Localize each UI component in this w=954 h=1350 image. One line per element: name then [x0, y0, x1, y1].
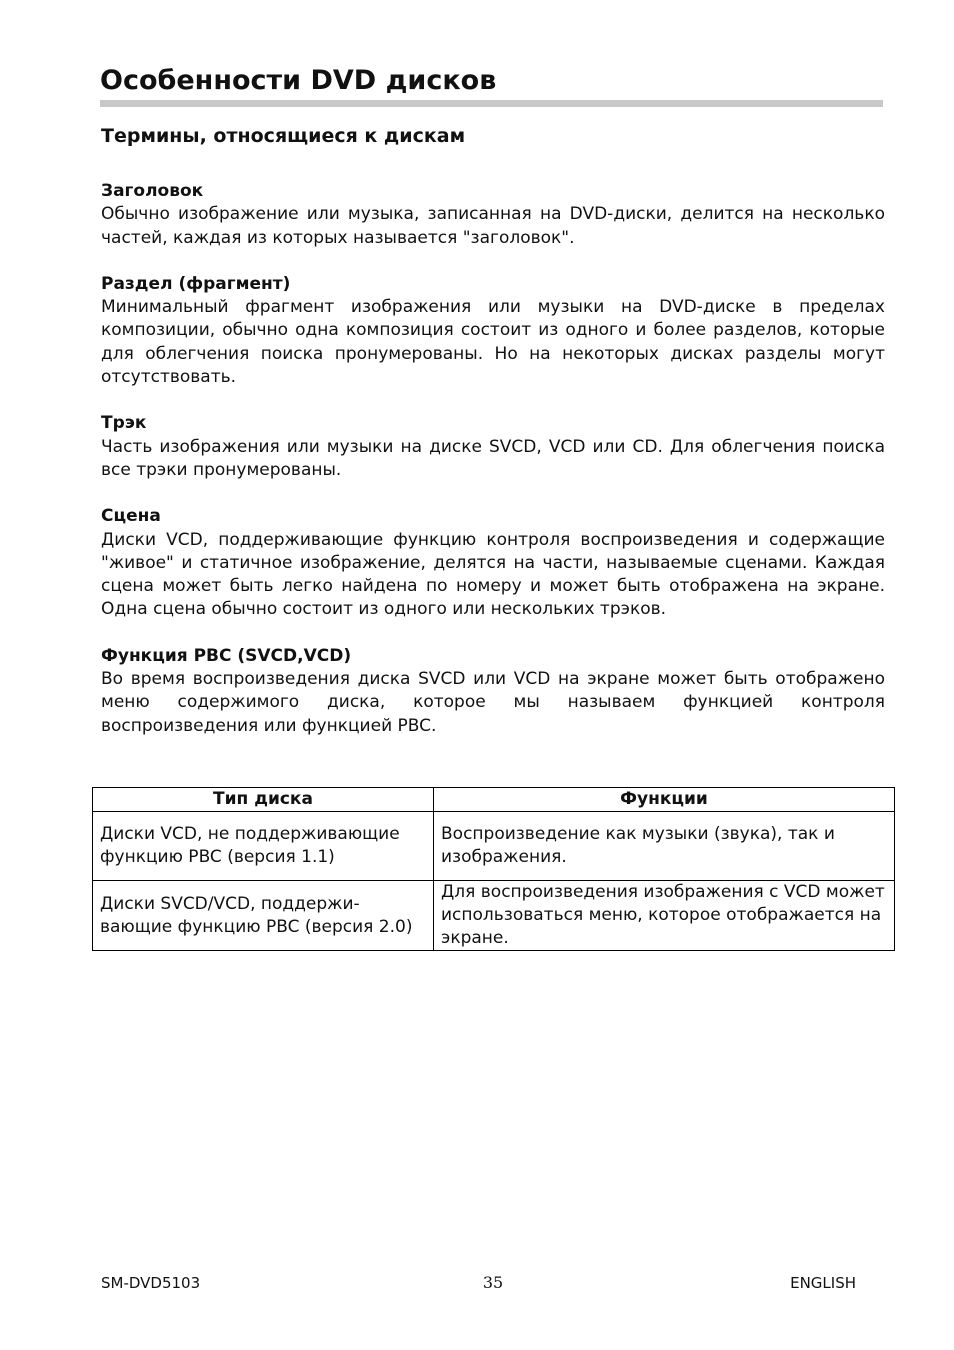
terms-list	[101, 180, 885, 761]
term-heading: Сцена	[101, 506, 161, 527]
table-header-row	[93, 788, 895, 812]
column-header-functions: Функции	[434, 788, 895, 812]
term-description: Минимальный фрагмент изображения или музыки на DVD-диске в пределах композиции, обычно одна композиция состоит из одного и более разделов, которые для облегчения поиска пронумерованы. Но на некоторых дисках разделы могут отсутствовать.	[101, 297, 885, 388]
table-cell-functions: Воспроизведение как музыки (звука), так и изображения.	[434, 812, 895, 881]
page-title: Особенности DVD дисков	[100, 64, 883, 107]
table-cell-disc-type: Диски SVCD/VCD, поддержи-вающие функцию PBC (версия 2.0)	[93, 881, 434, 951]
footer-language: ENGLISH	[790, 1274, 856, 1292]
table-row	[93, 812, 895, 881]
section-subtitle: Термины, относящиеся к дискам	[101, 125, 466, 147]
term-heading: Раздел (фрагмент)	[101, 273, 291, 294]
term-description: Обычно изображение или музыка, записанная на DVD-диски, делится на несколько частей, каждая из которых называется "заголовок".	[101, 204, 885, 248]
term-heading: Трэк	[101, 413, 147, 434]
term-scene	[101, 505, 885, 621]
column-header-disc-type: Тип диска	[93, 788, 434, 812]
term-track	[101, 412, 885, 482]
term-pbc	[101, 645, 885, 738]
table-cell-disc-type: Диски VCD, не поддерживающие функцию PBC (версия 1.1)	[93, 812, 434, 881]
footer-model: SM-DVD5103	[101, 1274, 201, 1292]
term-description: Диски VCD, поддерживающие функцию контроля воспроизведения и содержащие "живое" и статичное изображение, делятся на части, называемые сценами. Каждая сцена может быть легко найдена по номеру и может быть отображена на экране. Одна сцена обычно состоит из одного или нескольких трэков.	[101, 529, 885, 620]
term-chapter	[101, 273, 885, 389]
table-cell-functions: Для воспроизведения изображения с VCD может использоваться меню, которое отображается на экране.	[434, 881, 895, 951]
term-title	[101, 180, 885, 250]
disc-type-table	[92, 787, 895, 951]
term-heading: Заголовок	[101, 181, 204, 201]
term-heading: Функция PBC (SVCD,VCD)	[101, 645, 352, 666]
table-row	[93, 881, 895, 951]
term-description: Часть изображения или музыки на диске SVCD, VCD или CD. Для облегчения поиска все трэки пронумерованы.	[101, 436, 885, 480]
footer-page-number: 35	[482, 1273, 504, 1292]
term-description: Во время воспроизведения диска SVCD или VCD на экране может быть отображено меню содержимого диска, которое мы называем функцией контроля воспроизведения или функцией PBC.	[101, 669, 885, 736]
